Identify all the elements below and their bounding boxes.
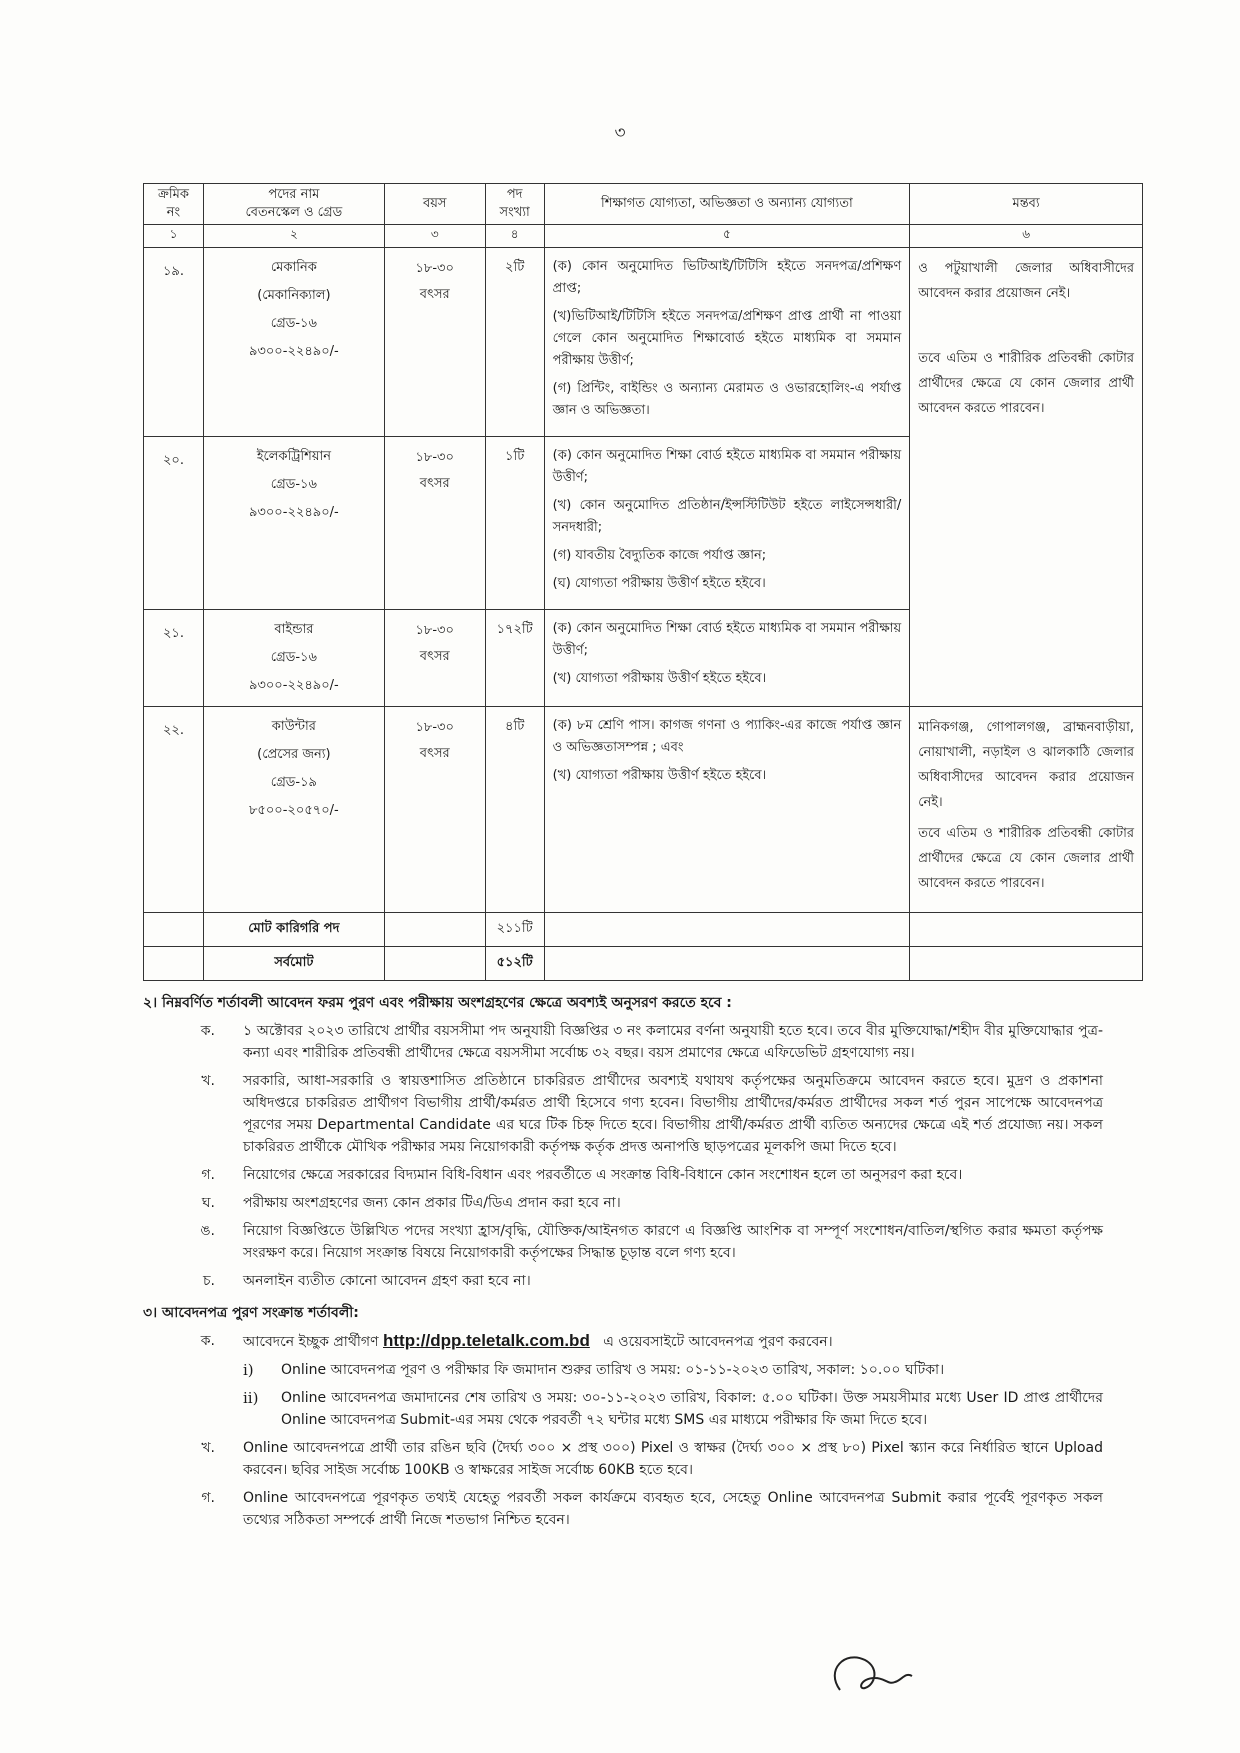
- col-number: ৫: [544, 225, 910, 248]
- table-row: [144, 707, 1143, 913]
- sub-item: ii) Online আবেদনপত্র জমাদানের শেষ তারিখ ও সময়: ৩০-১১-২০২৩ তারিখ, বিকাল: ৫.০০ ঘটিকা। উক্ত সময়সীমার মধ্যে User ID প্রাপ্ত প্রার্থীদের Online আবেদনপত্র Submit-এর সময় থেকে পরবর্তী ৭২ ঘন্টার মধ্যে SMS এর মাধ্যমে পরীক্ষার ফি জমা দিতে হবে।: [243, 1389, 1103, 1428]
- serial-cell: ২১.: [144, 610, 204, 707]
- col-number: ১: [144, 225, 204, 248]
- list-item: ক. ১ অক্টোবর ২০২৩ তারিখে প্রার্থীর বয়সসীমা পদ অনুযায়ী বিজ্ঞপ্তির ৩ নং কলামের বর্ণনা অনুযায়ী হতে হবে। তবে বীর মুক্তিযোদ্ধা/শহীদ বীর মুক্তিযোদ্ধার পুত্র-কন্যা এবং শারীরিক প্রতিবন্ধী প্রার্থীদের ক্ষেত্রে বয়সসীমা সর্বোচ্চ ৩২ বছর। বয়স প্রমাণের ক্ষেত্রে এফিডেভিট গ্রহণযোগ্য নয়।: [200, 1023, 1103, 1061]
- grand-total-count: ৫১২টি: [485, 947, 544, 981]
- list-item: গ. নিয়োগের ক্ষেত্রে সরকারের বিদ্যমান বিধি-বিধান এবং পরবর্তীতে এ সংক্রান্ত বিধি-বিধানে কোন সংশোধন হলে তা অনুসরণ করা হবে।: [201, 1167, 963, 1183]
- col-number: ৬: [910, 225, 1143, 248]
- posts-table: [143, 183, 1143, 981]
- header-age: বয়স: [384, 184, 485, 225]
- col-number: ৩: [384, 225, 485, 248]
- count-cell: ১৭২টি: [485, 610, 544, 707]
- col-number: ৪: [485, 225, 544, 248]
- qualification-cell: (ক) কোন অনুমোদিত শিক্ষা বোর্ড হইতে মাধ্যমিক বা সমমান পরীক্ষায় উত্তীর্ণ; (খ) কোন অনুমোদিত প্রতিষ্ঠান/ইন্সস্টিটিউট হইতে লাইসেন্সধারী/সনদধারী; (গ) যাবতীয় বৈদ্যুতিক কাজে পর্যাপ্ত জ্ঞান; (ঘ) যোগ্যতা পরীক্ষায় উত্তীর্ণ হইতে হইবে।: [544, 437, 910, 610]
- age-cell: ১৮-৩০ বৎসর: [384, 437, 485, 610]
- qualification-cell: (ক) কোন অনুমোদিত ভিটিআই/টিটিসি হইতে সনদপত্র/প্রশিক্ষণ প্রাপ্ত; (খ)ভিটিআই/টিটিসি হইতে সনদপত্র/প্রশিক্ষণ প্রাপ্ত প্রার্থী না পাওয়া গেলে কোন অনুমোদিত শিক্ষাবোর্ড হইতে মাধ্যমিক বা সমমান পরীক্ষায় উত্তীর্ণ; (গ) প্রিন্টিং, বাইন্ডিং ও অন্যান্য মেরামত ও ওভারহোলিং-এ পর্যাপ্ত জ্ঞান ও অভিজ্ঞতা।: [544, 248, 910, 437]
- post-cell: ইলেকট্রিশিয়ান গ্রেড-১৬ ৯৩০০-২২৪৯০/-: [203, 437, 384, 610]
- age-cell: ১৮-৩০ বৎসর: [384, 248, 485, 437]
- table-row: [144, 248, 1143, 437]
- col-number: ২: [203, 225, 384, 248]
- grand-total-row: [144, 947, 1143, 981]
- serial-cell: ২২.: [144, 707, 204, 913]
- section-2-title: ২। নিম্নবর্ণিত শর্তাবলী আবেদন ফরম পুরণ এবং পরীক্ষায় অংশগ্রহণের ক্ষেত্রে অবশ্যই অনুসরণ করতে হবে :: [143, 995, 732, 1011]
- list-item: খ. Online আবেদনপত্রে প্রার্থী তার রঙিন ছবি (দৈর্ঘ্য ৩০০ × প্রস্থ ৩০০) Pixel ও স্বাক্ষর (দৈর্ঘ্য ৩০০ × প্রস্থ ৮০) Pixel স্ক্যান করে নির্ধারিত স্থানে Upload করবেন। ছবির সাইজ সর্বোচ্চ 100KB ও স্বাক্ষরের সাইজ সর্বোচ্চ 60KB হতে হবে।: [201, 1440, 1103, 1478]
- remark-cell: ও পটুয়াখালী জেলার অধিবাসীদের আবেদন করার প্রয়োজন নেই। তবে এতিম ও শারীরিক প্রতিবন্ধী কোটার প্রার্থীদের ক্ষেত্রে যে কোন জেলার প্রার্থী আবেদন করতে পারবেন।: [910, 248, 1143, 707]
- post-cell: কাউন্টার (প্রেসের জন্য) গ্রেড-১৯ ৮৫০০-২০৫৭০/-: [203, 707, 384, 913]
- list-item: খ. সরকারি, আধা-সরকারি ও স্বায়ত্তশাসিত প্রতিষ্ঠানে চাকরিরত প্রার্থীদের অবশ্যই যথাযথ কর্তৃপক্ষের অনুমতিক্রমে আবেদন করতে হবে। মুদ্রণ ও প্রকাশনা অধিদপ্তরে চাকরিরত প্রার্থীগণ বিভাগীয় প্রার্থী/কর্মরত প্রার্থী হিসেবে গণ্য হবেন। বিভাগীয় প্রার্থীদের/কর্মরত প্রার্থীদের সকল শর্ত পুরন সাপেক্ষে আবেদনপত্র পূরণের সময় Departmental Candidate এর ঘরে টিক চিহ্ন দিতে হবে। বিভাগীয় প্রার্থী/কর্মরত প্রার্থী ব্যতিত অন্যদের ক্ষেত্রে এই শর্ত প্রযোজ্য নয়। সকল চাকরিরত প্রার্থীকে মৌখিক পরীক্ষার সময় নিয়োগকারী কর্তৃপক্ষ কর্তৃক প্রদত্ত অনাপত্তি ছাড়পত্রের মূলকপি জমা দিতে হবে।: [201, 1073, 1103, 1155]
- serial-cell: ১৯.: [144, 248, 204, 437]
- remark-cell: মানিকগঞ্জ, গোপালগঞ্জ, ব্রাহ্মনবাড়ীয়া, নোয়াখালী, নড়াইল ও ঝালকাঠি জেলার অধিবাসীদের আবেদন করার প্রয়োজন নেই। তবে এতিম ও শারীরিক প্রতিবন্ধী কোটার প্রার্থীদের ক্ষেত্রে যে কোন জেলার প্রার্থী আবেদন করতে পারবেন।: [910, 707, 1143, 913]
- list-item: ক. আবেদনে ইচ্ছুক প্রার্থীগণ http://dpp.teletalk.com.bd এ ওয়েবসাইটে আবেদনপত্র পুরণ করবেন।: [200, 1331, 833, 1350]
- list-item: গ. Online আবেদনপত্রে পূরণকৃত তথ্যই যেহেতু পরবর্তী সকল কার্যক্রমে ব্যবহৃত হবে, সেহেতু Online আবেদনপত্র Submit করার পূর্বেই পূরণকৃত সকল তথ্যের সঠিকতা সম্পর্কে প্রার্থী নিজে শতভাগ নিশ্চিত হবেন।: [201, 1490, 1103, 1528]
- count-cell: ২টি: [485, 248, 544, 437]
- header-count: পদ সংখ্যা: [485, 184, 544, 225]
- qualification-cell: (ক) ৮ম শ্রেণি পাস। কাগজ গণনা ও প্যাকিং-এর কাজে পর্যাপ্ত জ্ঞান ও অভিজ্ঞতাসম্পন্ন ; এবং (খ) যোগ্যতা পরীক্ষায় উত্তীর্ণ হইতে হইবে।: [544, 707, 910, 913]
- age-cell: ১৮-৩০ বৎসর: [384, 707, 485, 913]
- serial-cell: ২০.: [144, 437, 204, 610]
- count-cell: ১টি: [485, 437, 544, 610]
- list-item: চ. অনলাইন ব্যতীত কোনো আবেদন গ্রহণ করা হবে না।: [202, 1273, 531, 1289]
- post-cell: বাইন্ডার গ্রেড-১৬ ৯৩০০-২২৪৯০/-: [203, 610, 384, 707]
- grand-total-label: সর্বমোট: [203, 947, 384, 981]
- table-header-row: [144, 184, 1143, 225]
- age-cell: ১৮-৩০ বৎসর: [384, 610, 485, 707]
- section-2: [143, 992, 1103, 1531]
- header-qualification: শিক্ষাগত যোগ্যতা, অভিজ্ঞতা ও অন্যান্য যোগ্যতা: [544, 184, 910, 225]
- list-item: ঘ. পরীক্ষায় অংশগ্রহণের জন্য কোন প্রকার টিএ/ডিএ প্রদান করা হবে না।: [201, 1195, 621, 1211]
- header-remarks: মন্তব্য: [910, 184, 1143, 225]
- sub-item: i) Online আবেদনপত্র পূরণ ও পরীক্ষার ফি জমাদান শুরুর তারিখ ও সময়: ০১-১১-২০২৩ তারিখ, সকাল: ১০.০০ ঘটিকা।: [243, 1361, 945, 1379]
- section-3-title: ৩। আবেদনপত্র পুরণ সংক্রান্ত শর্তাবলী:: [143, 1305, 359, 1321]
- total-technical-row: [144, 913, 1143, 947]
- count-cell: ৪টি: [485, 707, 544, 913]
- total-technical-label: মোট কারিগরি পদ: [203, 913, 384, 947]
- post-cell: মেকানিক (মেকানিক্যাল) গ্রেড-১৬ ৯৩০০-২২৪৯০/-: [203, 248, 384, 437]
- page-number: ৩: [614, 123, 626, 143]
- website-link[interactable]: http://dpp.teletalk.com.bd: [383, 1331, 590, 1350]
- header-post: পদের নাম বেতনস্কেল ও গ্রেড: [203, 184, 384, 225]
- list-item: ঙ. নিয়োগ বিজ্ঞপ্তিতে উল্লিখিত পদের সংখ্যা হ্রাস/বৃদ্ধি, যৌক্তিক/আইনগত কারণে এ বিজ্ঞপ্তি আংশিক বা সম্পূর্ণ সংশোধন/বাতিল/স্থগিত করার ক্ষমতা কর্তৃপক্ষ সংরক্ষণ করে। নিয়োগ সংক্রান্ত বিষয়ে নিয়োগকারী কর্তৃপক্ষের সিদ্ধান্ত চূড়ান্ত বলে গণ্য হবে।: [200, 1223, 1103, 1261]
- qualification-cell: (ক) কোন অনুমোদিত শিক্ষা বোর্ড হইতে মাধ্যমিক বা সমমান পরীক্ষায় উত্তীর্ণ; (খ) যোগ্যতা পরীক্ষায় উত্তীর্ণ হইতে হইবে।: [544, 610, 910, 707]
- header-serial: ক্রমিক নং: [144, 184, 204, 225]
- column-number-row: [144, 225, 1143, 248]
- total-technical-count: ২১১টি: [485, 913, 544, 947]
- signature-mark: [820, 1640, 940, 1700]
